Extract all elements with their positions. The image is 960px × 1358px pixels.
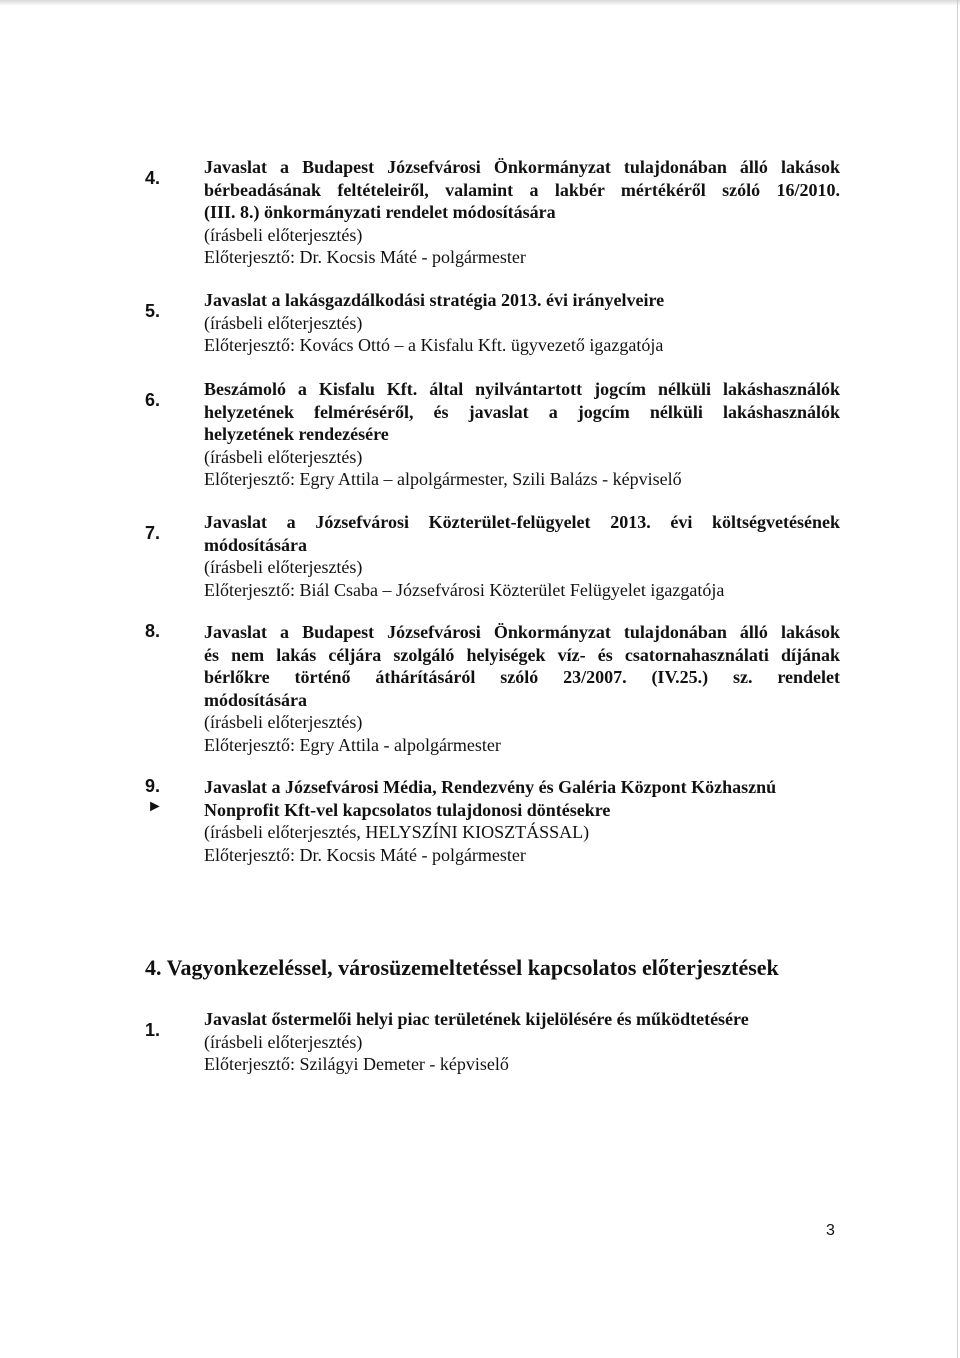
item-body	[204, 1008, 840, 1076]
item-number: 1.	[145, 1020, 161, 1040]
item-note: (írásbeli előterjesztés, HELYSZÍNI KIOSZTÁSSAL)	[204, 822, 590, 842]
item-title-line: Beszámoló a Kisfalu Kft. által nyilvántartott jogcím nélküli lakáshasználók	[204, 379, 840, 399]
item-note: (írásbeli előterjesztés)	[204, 712, 363, 732]
item-body	[204, 621, 840, 756]
item-note: (írásbeli előterjesztés)	[204, 557, 363, 577]
item-title-line: (III. 8.) önkormányzati rendelet módosítására	[204, 202, 556, 222]
item-number: 6.	[145, 390, 161, 410]
item-body	[204, 511, 840, 601]
item-presenter: Előterjesztő: Egry Attila – alpolgármester, Szili Balázs - képviselő	[204, 469, 682, 489]
item-title-line: és nem lakás céljára szolgáló helyiségek víz- és csatornahasználati díjának	[204, 644, 840, 665]
item-presenter: Előterjesztő: Egry Attila - alpolgármester	[204, 734, 501, 755]
item-title-line: Javaslat a lakásgazdálkodási stratégia 2013. évi irányelveire	[204, 290, 665, 310]
item-title-line: Nonprofit Kft-vel kapcsolatos tulajdonosi döntésekre	[204, 799, 611, 820]
item-title-line: Javaslat a Budapest Józsefvárosi Önkormányzat tulajdonában álló lakások	[204, 622, 840, 642]
item-number: 9.	[145, 776, 161, 796]
play-arrow-icon: ►	[147, 798, 163, 815]
page-number: 3	[826, 1222, 835, 1239]
item-presenter: Előterjesztő: Dr. Kocsis Máté - polgármester	[204, 844, 526, 865]
item-note: (írásbeli előterjesztés)	[204, 446, 363, 467]
item-title-line: módosítására	[204, 534, 307, 555]
item-note: (írásbeli előterjesztés)	[204, 312, 363, 333]
item-number: 5.	[145, 301, 161, 321]
item-body	[204, 289, 840, 357]
item-presenter: Előterjesztő: Dr. Kocsis Máté - polgármester	[204, 247, 526, 267]
item-title-line: bérlőkre történő áthárításáról szóló 23/2007. (IV.25.) sz. rendelet	[204, 667, 840, 687]
item-title-line: Javaslat a Józsefvárosi Média, Rendezvény és Galéria Központ Közhasznú	[204, 777, 777, 797]
item-presenter: Előterjesztő: Szilágyi Demeter - képviselő	[204, 1054, 509, 1074]
item-number: 8.	[145, 621, 161, 641]
item-title-line: Javaslat őstermelői helyi piac területének kijelölésére és működtetésére	[204, 1009, 749, 1029]
item-body	[204, 156, 840, 269]
scan-right-edge	[957, 0, 958, 1358]
item-number: 7.	[145, 523, 161, 543]
section-heading: 4. Vagyonkezeléssel, városüzemeltetéssel kapcsolatos előterjesztések	[145, 955, 779, 980]
item-title-line: Javaslat a Budapest Józsefvárosi Önkormányzat tulajdonában álló lakások	[204, 157, 840, 177]
item-title-line: helyzetének rendezésére	[204, 424, 389, 444]
item-number: 4.	[145, 168, 161, 188]
item-note: (írásbeli előterjesztés)	[204, 1031, 363, 1052]
item-title-line: Javaslat a Józsefvárosi Közterület-felügyelet 2013. évi költségvetésének	[204, 512, 840, 532]
item-title-line: módosítására	[204, 689, 307, 710]
item-presenter: Előterjesztő: Biál Csaba – Józsefvárosi Közterület Felügyelet igazgatója	[204, 579, 725, 600]
item-body	[204, 776, 840, 866]
item-title-line: bérbeadásának feltételeiről, valamint a lakbér mértékéről szóló 16/2010.	[204, 179, 840, 200]
scan-top-edge	[0, 0, 960, 6]
item-body	[204, 378, 840, 491]
item-note: (írásbeli előterjesztés)	[204, 224, 363, 245]
item-title-line: helyzetének felméréséről, és javaslat a jogcím nélküli lakáshasználók	[204, 401, 840, 422]
item-presenter: Előterjesztő: Kovács Ottó – a Kisfalu Kft. ügyvezető igazgatója	[204, 335, 664, 355]
